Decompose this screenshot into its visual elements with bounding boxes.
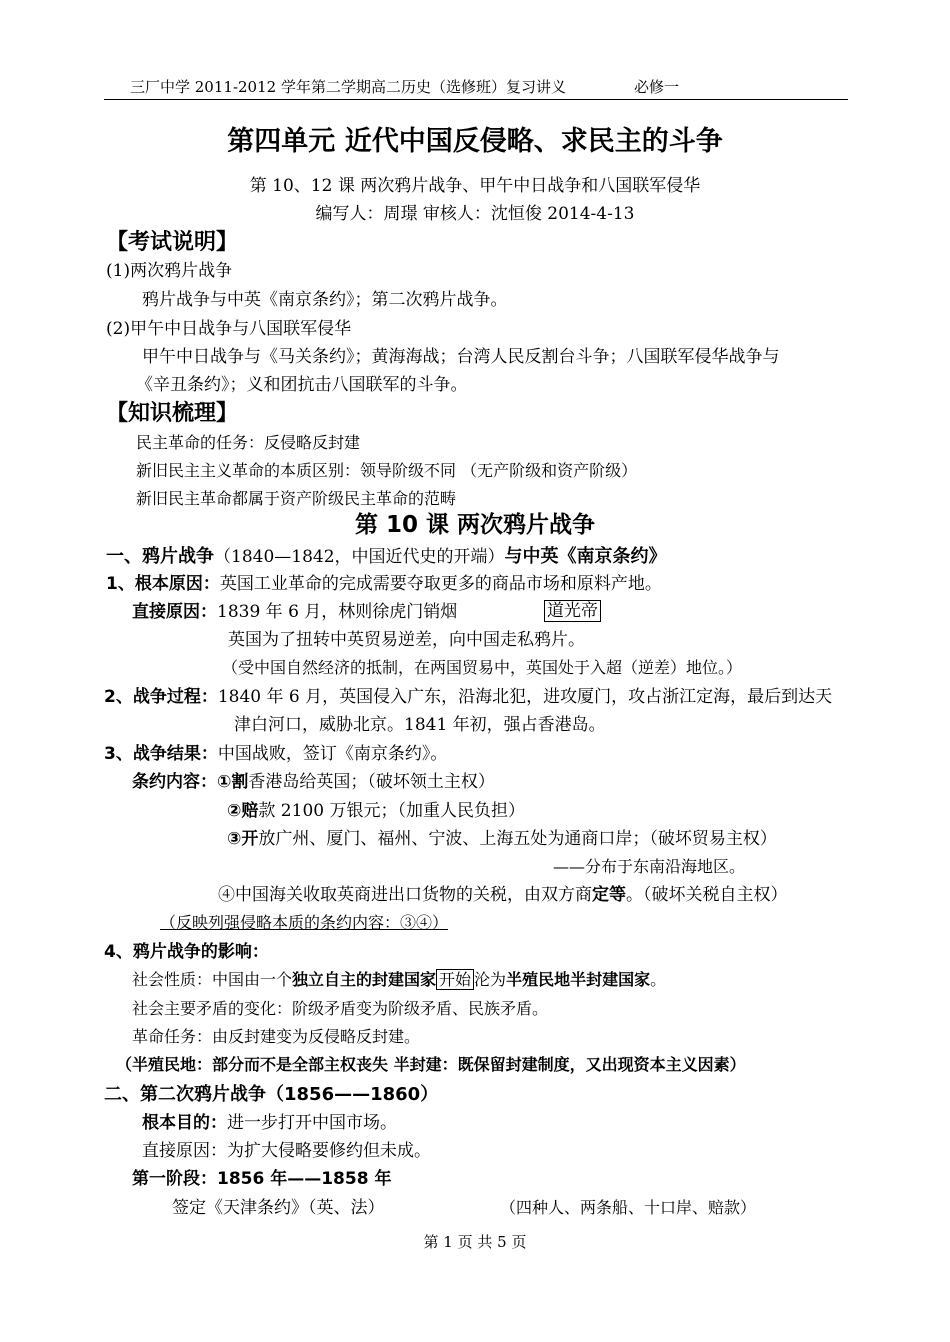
treaty-label: 条约内容： [132, 772, 217, 792]
sec2-direct-cause: 直接原因：为扩大侵略要修约但未成。 [142, 1141, 431, 1161]
war-process-line-1 [104, 687, 832, 707]
impact-line-1 [132, 970, 666, 989]
lesson-range: 第 10、12 课 两次鸦片战争、甲午中日战争和八国联军侵华 [249, 176, 701, 196]
treaty-c4-text: ④中国海关收取英商进出口货物的关税，由双方商 [218, 885, 592, 905]
page-footer: 第 1 页 共 5 页 [423, 1233, 527, 1251]
treaty-reflect-note: （反映列强侵略本质的条约内容：③④） [160, 913, 449, 932]
impact-heading: 4、鸦片战争的影响： [104, 942, 269, 962]
direct-cause-text-2: 英国为了扭转中英贸易逆差，向中国走私鸦片。 [228, 630, 585, 650]
war-process-text-1: 1840 年 6 月，英国侵入广东，沿海北犯，进攻厦门，攻占浙江定海，最后到达天 [217, 687, 833, 707]
direct-cause-text: 1839 年 6 月，林则徐虎门销烟 [217, 602, 458, 622]
treaty-c3-note: ——分布于东南沿海地区。 [553, 857, 746, 876]
root-cause-label: 1、根本原因： [106, 574, 220, 594]
war-result-label: 3、战争结果： [104, 744, 218, 764]
treaty-content-1 [132, 772, 495, 792]
purpose-line [142, 1113, 397, 1133]
page-header-right: 必修一 [634, 78, 680, 96]
exam-item1-body: 鸦片战争与中英《南京条约》；第二次鸦片战争。 [142, 290, 508, 310]
stage1-heading: 第一阶段：1856 年——1858 年 [132, 1169, 392, 1189]
emperor-box [544, 601, 601, 621]
unit-title: 第四单元 近代中国反侵略、求民主的斗争 [227, 126, 723, 157]
exam-item2-title: (2)甲午中日战争与八国联军侵华 [106, 319, 352, 339]
exam-heading: 【考试说明】 [106, 230, 239, 255]
direct-cause-label: 直接原因： [132, 602, 217, 622]
treaty-c4-key: 定等 [592, 885, 626, 905]
treaty-content-4 [218, 885, 788, 905]
tianjin-note: （四种人、两条船、十口岸、赔款） [500, 1198, 757, 1217]
direct-cause-text-3: （受中国自然经济的抵制，在两国贸易中，英国处于入超（逆差）地位。） [222, 658, 743, 677]
authors-line: 编写人：周璟 审核人：沈恒俊 2014-4-13 [315, 204, 635, 224]
semi-colonial-note: （半殖民地：部分而不是全部主权丧失 半封建：既保留封建制度，又出现资本主义因素） [116, 1055, 746, 1074]
war-process-text-2: 津白河口，威胁北京。1841 年初，强占香港岛。 [234, 715, 606, 735]
section2-title: 二、第二次鸦片战争（1856——1860） [104, 1084, 439, 1105]
impact-line-3: 革命任务：由反封建变为反侵略反封建。 [132, 1027, 421, 1046]
war-process-label: 2、战争过程： [104, 687, 218, 707]
exam-item2-body-2: 《辛丑条约》；义和团抗击八国联军的斗争。 [136, 375, 468, 395]
knowledge-line-1: 民主革命的任务：反侵略反封建 [136, 433, 361, 452]
header-rule [104, 99, 848, 100]
war-result-line [104, 744, 447, 764]
treaty-c4-note: 。（破坏关税自主权） [626, 885, 788, 905]
treaty-content-2 [227, 801, 525, 821]
treaty-c3-text: 放广州、厦门、福州、宁波、上海五处为通商口岸；（破坏贸易主权） [258, 829, 777, 849]
emperor-label: 道光帝 [544, 600, 601, 622]
purpose-label: 根本目的： [142, 1113, 227, 1133]
impact1-box: 开始 [436, 969, 474, 990]
exam-item2-body-1: 甲午中日战争与《马关条约》；黄海海战；台湾人民反割台斗争；八国联军侵华战争与 [142, 347, 780, 367]
section1-title [106, 546, 667, 568]
lesson10-title: 第 10 课 两次鸦片战争 [354, 512, 596, 538]
knowledge-line-3: 新旧民主革命都属于资产阶级民主革命的范畴 [136, 489, 457, 508]
impact1-semi: 半殖民地半封建国家 [506, 970, 651, 989]
root-cause-text: 英国工业革命的完成需要夺取更多的商品市场和原料产地。 [219, 574, 662, 594]
section1-title-a: 一、鸦片战争 [106, 546, 214, 567]
treaty-c1-text: 香港岛给英国；（破坏领土主权） [248, 772, 495, 792]
treaty-c2-text: 款 2100 万银元；（加重人民负担） [258, 801, 525, 821]
knowledge-heading: 【知识梳理】 [106, 401, 239, 426]
impact1-end: 。 [650, 970, 667, 989]
impact1-prefix: 社会性质：中国由一个 [132, 970, 293, 989]
section1-title-c: 与中英《南京条约》 [504, 546, 667, 567]
page-header-left: 三厂中学 2011-2012 学年第二学期高二历史（选修班）复习讲义 [130, 78, 566, 96]
impact-line-2: 社会主要矛盾的变化：阶级矛盾变为阶级矛盾、民族矛盾。 [132, 999, 549, 1018]
impact1-mid: 沦为 [474, 970, 507, 989]
treaty-content-3 [227, 829, 777, 849]
war-result-text: 中国战败，签订《南京条约》。 [217, 744, 448, 764]
knowledge-line-2: 新旧民主主义革命的本质区别：领导阶级不同 （无产阶级和资产阶级） [136, 461, 638, 480]
treaty-c2-key: ②赔 [227, 801, 259, 821]
section1-title-b: （1840—1842，中国近代史的开端） [214, 547, 505, 567]
tianjin-treaty: 签定《天津条约》（英、法） [172, 1198, 385, 1218]
treaty-c3-key: ③开 [227, 829, 259, 849]
exam-item1-title: (1)两次鸦片战争 [106, 261, 233, 281]
purpose-text: 进一步打开中国市场。 [227, 1113, 397, 1133]
direct-cause-line [132, 602, 457, 622]
impact1-feudal: 独立自主的封建国家 [292, 970, 437, 989]
root-cause-line [106, 574, 662, 594]
treaty-c1-key: ①割 [217, 772, 249, 792]
